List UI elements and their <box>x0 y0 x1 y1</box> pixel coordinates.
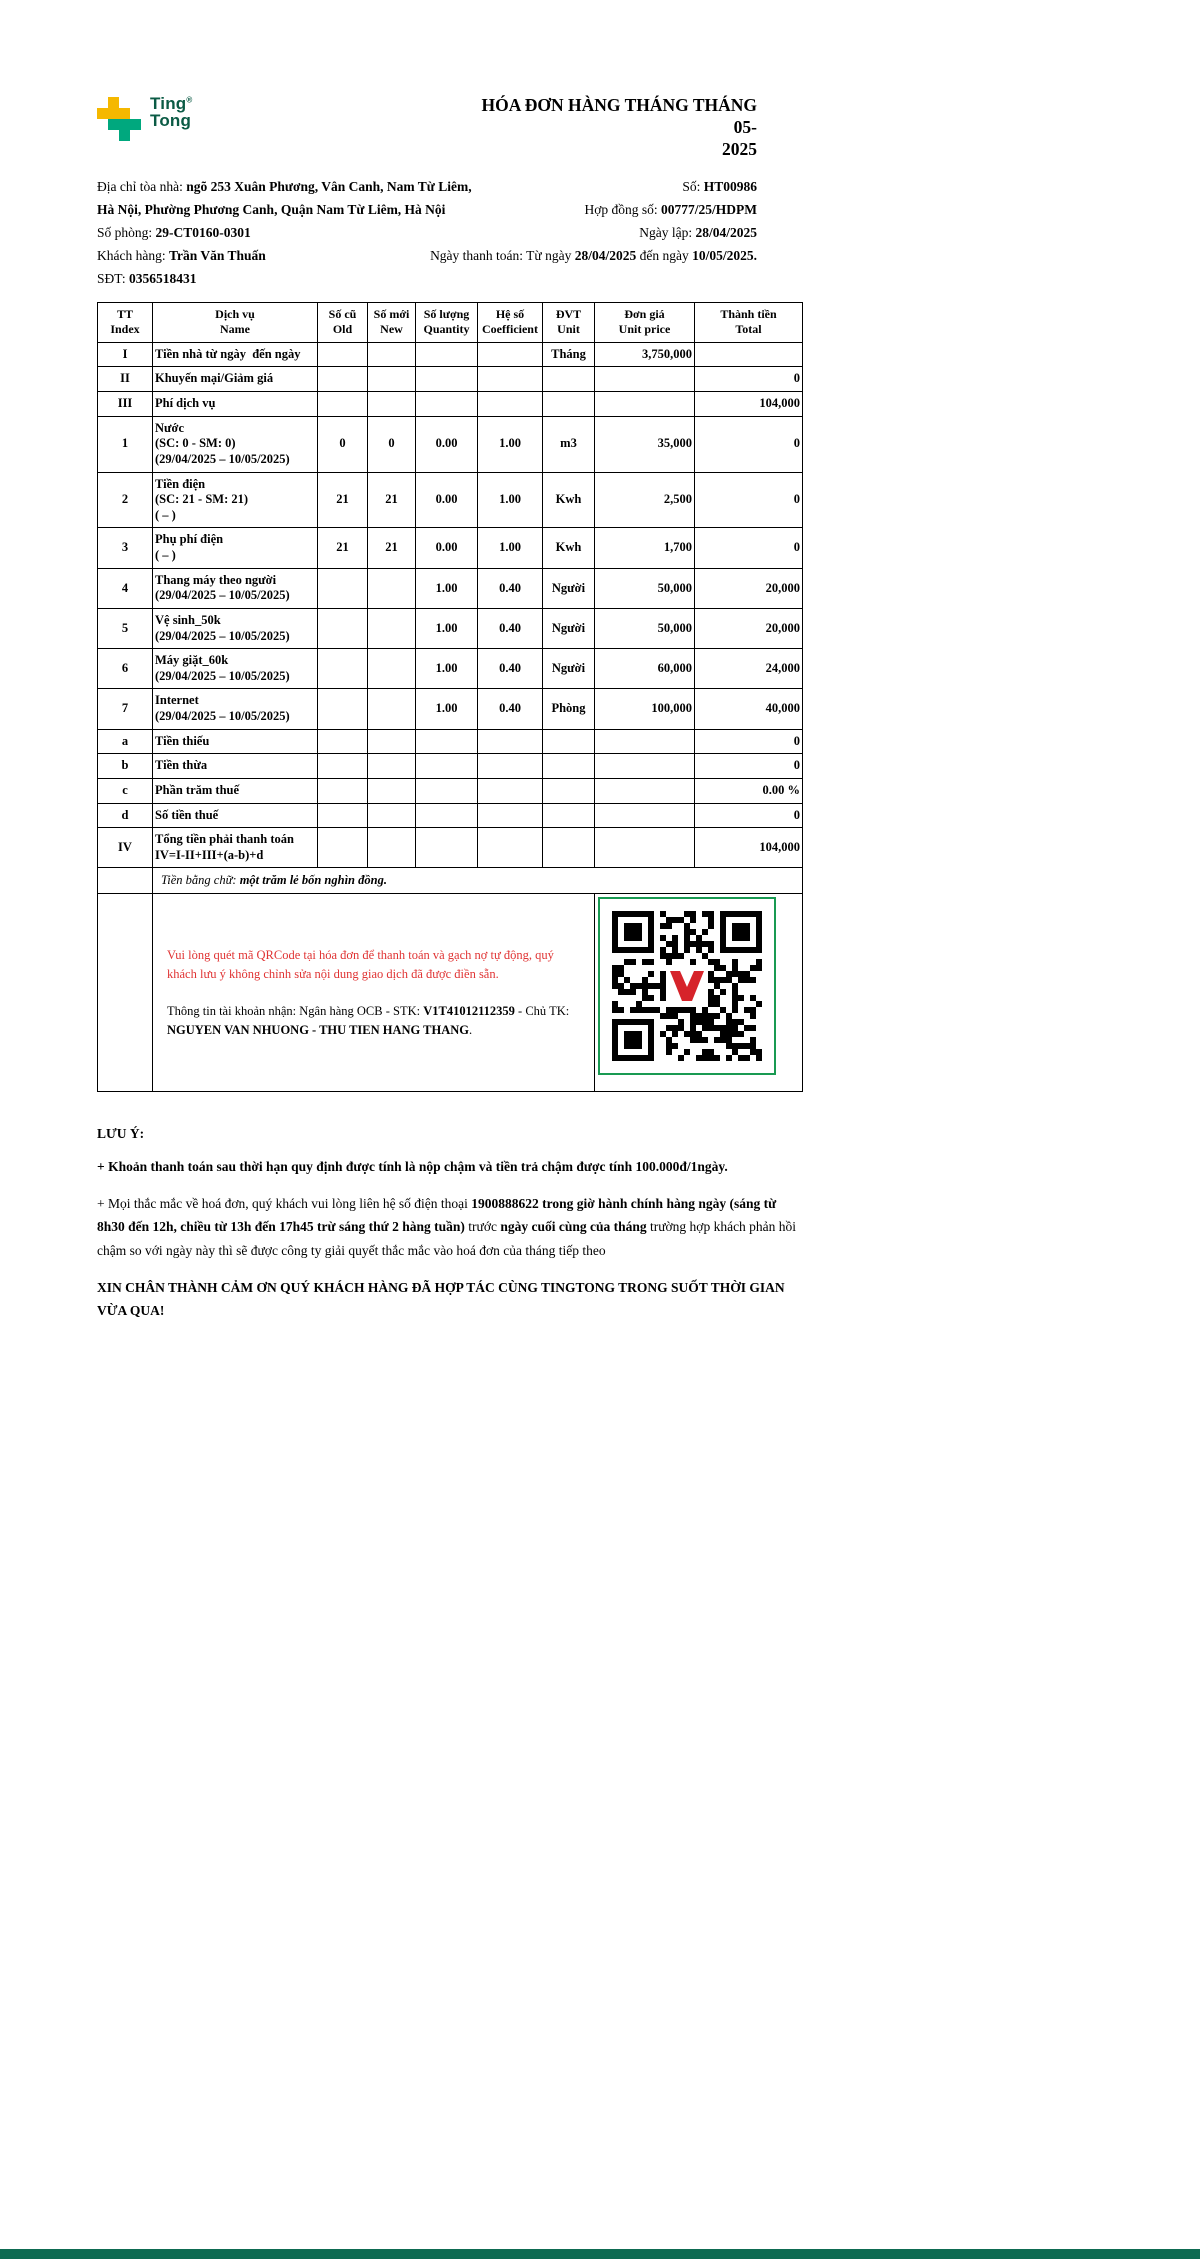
cell-index: II <box>98 367 153 392</box>
cell-qty <box>416 342 478 367</box>
tingtong-logo-icon <box>97 97 141 141</box>
cell-qty: 0.00 <box>416 528 478 568</box>
cell-index: 5 <box>98 608 153 648</box>
cell-price <box>595 828 695 868</box>
col-header-index: TT Index <box>98 302 153 342</box>
col-header-quantity: Số lượng Quantity <box>416 302 478 342</box>
info-line-address2 <box>97 198 802 221</box>
cell-price: 50,000 <box>595 568 695 608</box>
cell-old <box>318 649 368 689</box>
cell-index: 2 <box>98 472 153 528</box>
cell-old <box>318 367 368 392</box>
building-address-continued: Hà Nội, Phường Phương Canh, Quận Nam Từ Liêm, Hà Nội <box>97 201 446 217</box>
cell-qty: 1.00 <box>416 649 478 689</box>
cell-name: Máy giặt_60k (29/04/2025 – 10/05/2025) <box>153 649 318 689</box>
cell-old <box>318 729 368 754</box>
cell-price: 50,000 <box>595 608 695 648</box>
logo-pixel <box>119 130 130 141</box>
cell-name: Số tiền thuế <box>153 803 318 828</box>
cell-unit: Người <box>543 608 595 648</box>
cell-old <box>318 342 368 367</box>
cell-price <box>595 754 695 779</box>
logo-pixel <box>108 108 119 119</box>
footer-brand-bar <box>0 2249 1200 2259</box>
contract-number: Hợp đồng số: 00777/25/HDPM <box>584 201 757 217</box>
cell-qty: 1.00 <box>416 689 478 729</box>
cell-total: 40,000 <box>695 689 803 729</box>
cell-total: 0 <box>695 416 803 472</box>
table-row-6 <box>98 649 803 689</box>
cell-name: Tiền điện (SC: 21 - SM: 21) ( – ) <box>153 472 318 528</box>
qr-cell <box>595 894 803 1092</box>
cell-new <box>368 367 416 392</box>
cell-coef <box>478 729 543 754</box>
cell-qty: 1.00 <box>416 608 478 648</box>
col-header-old: Số cũ Old <box>318 302 368 342</box>
col-header-total: Thành tiền Total <box>695 302 803 342</box>
note-hotline: + Mọi thắc mắc về hoá đơn, quý khách vui lòng liên hệ số điện thoại 1900888622 trong giờ hành chính hàng ngày (sáng từ 8h30 đến 12h, chiều từ 13h đến 17h45 trừ sáng thứ 2 hàng tuần) trước ngày cuối cùng của tháng trường hợp khách phản hồi chậm so với ngày này thì sẽ được công ty giải quyết thắc mắc vào hoá đơn của tháng tiếp theo <box>97 1195 797 1258</box>
cell-qty <box>416 754 478 779</box>
logo-pixel <box>119 119 130 130</box>
cell-old: 21 <box>318 528 368 568</box>
cell-unit <box>543 392 595 417</box>
col-header-unit: ĐVT Unit <box>543 302 595 342</box>
cell-old <box>318 778 368 803</box>
cell-old <box>318 803 368 828</box>
cell-total <box>695 342 803 367</box>
cell-coef <box>478 342 543 367</box>
cell-total: 104,000 <box>695 828 803 868</box>
cell-total: 0 <box>695 729 803 754</box>
cell-coef: 0.40 <box>478 608 543 648</box>
cell-total: 0.00 % <box>695 778 803 803</box>
cell-coef <box>478 803 543 828</box>
invoice-info <box>97 175 802 290</box>
cell-price <box>595 392 695 417</box>
table-row-d <box>98 803 803 828</box>
issue-date: Ngày lập: 28/04/2025 <box>639 224 757 240</box>
cell-coef <box>478 392 543 417</box>
notes-heading: LƯU Ý: <box>97 1126 145 1142</box>
cell-new <box>368 568 416 608</box>
bank-account-info: Thông tin tài khoản nhận: Ngân hàng OCB - STK: V1T41012112359 - Chủ TK: NGUYEN VAN NHUONG - THU TIEN HANG THANG. <box>167 1003 570 1037</box>
cell-total: 20,000 <box>695 608 803 648</box>
cell-qty: 0.00 <box>416 416 478 472</box>
cell-total: 104,000 <box>695 392 803 417</box>
cell-new <box>368 342 416 367</box>
cell-total: 0 <box>695 367 803 392</box>
cell-empty <box>98 868 153 894</box>
amount-in-words-value: một trăm lẻ bốn nghìn đồng. <box>239 873 387 888</box>
cell-old <box>318 608 368 648</box>
cell-total: 0 <box>695 472 803 528</box>
cell-unit: Phòng <box>543 689 595 729</box>
cell-total: 0 <box>695 754 803 779</box>
customer-name: Khách hàng: Trần Văn Thuấn <box>97 247 266 263</box>
cell-new <box>368 392 416 417</box>
cell-price <box>595 778 695 803</box>
amount-in-words-row <box>98 868 803 894</box>
invoice-title-line1: HÓA ĐƠN HÀNG THÁNG THÁNG 05- <box>481 95 757 137</box>
cell-new: 0 <box>368 416 416 472</box>
qr-instruction-text: Vui lòng quét mã QRCode tại hóa đơn để thanh toán và gạch nợ tự động, quý khách lưu ý không chỉnh sửa nội dung giao dịch đã được điền sẵn. <box>167 948 554 982</box>
cell-index: b <box>98 754 153 779</box>
building-address: Địa chỉ tòa nhà: ngõ 253 Xuân Phương, Vân Canh, Nam Từ Liêm, <box>97 178 472 194</box>
tingtong-logo <box>97 95 192 141</box>
table-row-II <box>98 367 803 392</box>
table-row-5 <box>98 608 803 648</box>
cell-price: 1,700 <box>595 528 695 568</box>
cell-qty <box>416 828 478 868</box>
table-row-a <box>98 729 803 754</box>
col-header-unit-price: Đơn giá Unit price <box>595 302 695 342</box>
cell-unit <box>543 729 595 754</box>
room-number: Số phòng: 29-CT0160-0301 <box>97 224 251 240</box>
cell-qty <box>416 778 478 803</box>
table-row-I <box>98 342 803 367</box>
cell-coef: 1.00 <box>478 416 543 472</box>
cell-index: 1 <box>98 416 153 472</box>
cell-unit <box>543 367 595 392</box>
cell-old <box>318 392 368 417</box>
cell-coef <box>478 754 543 779</box>
logo-pixel <box>108 97 119 108</box>
cell-index: I <box>98 342 153 367</box>
invoice-title-line2: 2025 <box>722 138 757 159</box>
cell-coef <box>478 778 543 803</box>
table-row-IV <box>98 828 803 868</box>
cell-name: Thang máy theo người (29/04/2025 – 10/05/2025) <box>153 568 318 608</box>
cell-new <box>368 754 416 779</box>
cell-name: Phí dịch vụ <box>153 392 318 417</box>
cell-name: Tiền nhà từ ngày đến ngày <box>153 342 318 367</box>
cell-name: Tổng tiền phải thanh toán IV=I-II+III+(a-b)+d <box>153 828 318 868</box>
cell-new <box>368 803 416 828</box>
cell-name: Khuyến mại/Giảm giá <box>153 367 318 392</box>
cell-coef: 1.00 <box>478 528 543 568</box>
cell-total: 20,000 <box>695 568 803 608</box>
info-line-room <box>97 221 802 244</box>
table-row-7 <box>98 689 803 729</box>
cell-price <box>595 803 695 828</box>
cell-index: 6 <box>98 649 153 689</box>
cell-empty <box>98 894 153 1092</box>
cell-old <box>318 568 368 608</box>
qr-code <box>598 897 776 1075</box>
col-header-new: Số mới New <box>368 302 416 342</box>
cell-unit: Kwh <box>543 472 595 528</box>
cell-index: 7 <box>98 689 153 729</box>
cell-coef <box>478 367 543 392</box>
invoice-header <box>97 95 802 161</box>
table-row-4 <box>98 568 803 608</box>
cell-unit <box>543 803 595 828</box>
cell-old: 0 <box>318 416 368 472</box>
cell-unit: Kwh <box>543 528 595 568</box>
cell-qty: 1.00 <box>416 568 478 608</box>
cell-index: III <box>98 392 153 417</box>
cell-old <box>318 754 368 779</box>
cell-new <box>368 608 416 648</box>
notes-section <box>97 1122 802 1322</box>
cell-name: Internet (29/04/2025 – 10/05/2025) <box>153 689 318 729</box>
cell-total: 0 <box>695 803 803 828</box>
qr-text-cell <box>153 894 595 1092</box>
info-right-empty <box>757 267 802 290</box>
col-header-coefficient: Hệ số Coefficient <box>478 302 543 342</box>
table-row-3 <box>98 528 803 568</box>
cell-index: 4 <box>98 568 153 608</box>
cell-name: Vệ sinh_50k (29/04/2025 – 10/05/2025) <box>153 608 318 648</box>
cell-unit: Người <box>543 649 595 689</box>
info-line-phone <box>97 267 802 290</box>
cell-price <box>595 367 695 392</box>
cell-name: Tiền thiếu <box>153 729 318 754</box>
table-row-1 <box>98 416 803 472</box>
cell-coef: 0.40 <box>478 689 543 729</box>
qr-row <box>98 894 803 1092</box>
cell-price: 100,000 <box>595 689 695 729</box>
cell-unit: Tháng <box>543 342 595 367</box>
cell-coef <box>478 828 543 868</box>
logo-pixel <box>119 108 130 119</box>
payment-period: Ngày thanh toán: Từ ngày 28/04/2025 đến ngày 10/05/2025. <box>430 247 757 263</box>
cell-qty <box>416 367 478 392</box>
brand-name-line2: Tong <box>150 111 192 130</box>
cell-new <box>368 689 416 729</box>
cell-new <box>368 649 416 689</box>
cell-old <box>318 689 368 729</box>
invoice-page <box>97 95 802 1336</box>
cell-index: 3 <box>98 528 153 568</box>
cell-unit: m3 <box>543 416 595 472</box>
cell-price: 60,000 <box>595 649 695 689</box>
cell-index: d <box>98 803 153 828</box>
cell-new <box>368 828 416 868</box>
cell-name: Tiền thừa <box>153 754 318 779</box>
table-header-row <box>98 302 803 342</box>
cell-unit: Người <box>543 568 595 608</box>
cell-name: Nước (SC: 0 - SM: 0) (29/04/2025 – 10/05/2025) <box>153 416 318 472</box>
cell-index: IV <box>98 828 153 868</box>
info-line-address <box>97 175 802 198</box>
cell-new <box>368 778 416 803</box>
invoice-number: Số: HT00986 <box>682 178 757 194</box>
cell-unit <box>543 754 595 779</box>
note-late-payment: + Khoản thanh toán sau thời hạn quy định được tính là nộp chậm và tiền trả chậm được tính 100.000đ/1ngày. <box>97 1159 728 1175</box>
cell-price: 35,000 <box>595 416 695 472</box>
cell-qty <box>416 803 478 828</box>
cell-qty <box>416 392 478 417</box>
table-row-III <box>98 392 803 417</box>
amount-in-words <box>153 868 803 894</box>
note-thanks: XIN CHÂN THÀNH CẢM ƠN QUÝ KHÁCH HÀNG ĐÃ HỢP TÁC CÙNG TINGTONG TRONG SUỐT THỜI GIAN VỪA QUA! <box>97 1279 785 1319</box>
service-table-body <box>98 342 803 868</box>
cell-price: 2,500 <box>595 472 695 528</box>
amount-in-words-label: Tiền bằng chữ: <box>161 873 240 888</box>
cell-new <box>368 729 416 754</box>
registered-mark: ® <box>186 95 193 105</box>
cell-old <box>318 828 368 868</box>
cell-index: a <box>98 729 153 754</box>
col-header-name: Dịch vụ Name <box>153 302 318 342</box>
cell-name: Phần trăm thuế <box>153 778 318 803</box>
cell-index: c <box>98 778 153 803</box>
table-header <box>98 302 803 342</box>
cell-coef: 0.40 <box>478 568 543 608</box>
cell-new: 21 <box>368 528 416 568</box>
cell-unit <box>543 778 595 803</box>
info-line-customer <box>97 244 802 267</box>
cell-total: 24,000 <box>695 649 803 689</box>
tingtong-logo-text <box>150 95 192 129</box>
cell-old: 21 <box>318 472 368 528</box>
cell-price: 3,750,000 <box>595 342 695 367</box>
table-row-2 <box>98 472 803 528</box>
logo-pixel <box>130 119 141 130</box>
cell-coef: 1.00 <box>478 472 543 528</box>
cell-qty: 0.00 <box>416 472 478 528</box>
table-row-b <box>98 754 803 779</box>
invoice-title <box>467 95 802 161</box>
customer-phone: SĐT: 0356518431 <box>97 270 197 286</box>
cell-unit <box>543 828 595 868</box>
service-table-footer <box>98 868 803 1092</box>
cell-name: Phụ phí điện ( – ) <box>153 528 318 568</box>
logo-pixel <box>97 108 108 119</box>
brand-name-line1: Ting <box>150 94 187 113</box>
table-row-c <box>98 778 803 803</box>
cell-price <box>595 729 695 754</box>
service-table <box>97 302 803 1093</box>
cell-qty <box>416 729 478 754</box>
cell-coef: 0.40 <box>478 649 543 689</box>
cell-new: 21 <box>368 472 416 528</box>
logo-pixel <box>108 119 119 130</box>
cell-total: 0 <box>695 528 803 568</box>
